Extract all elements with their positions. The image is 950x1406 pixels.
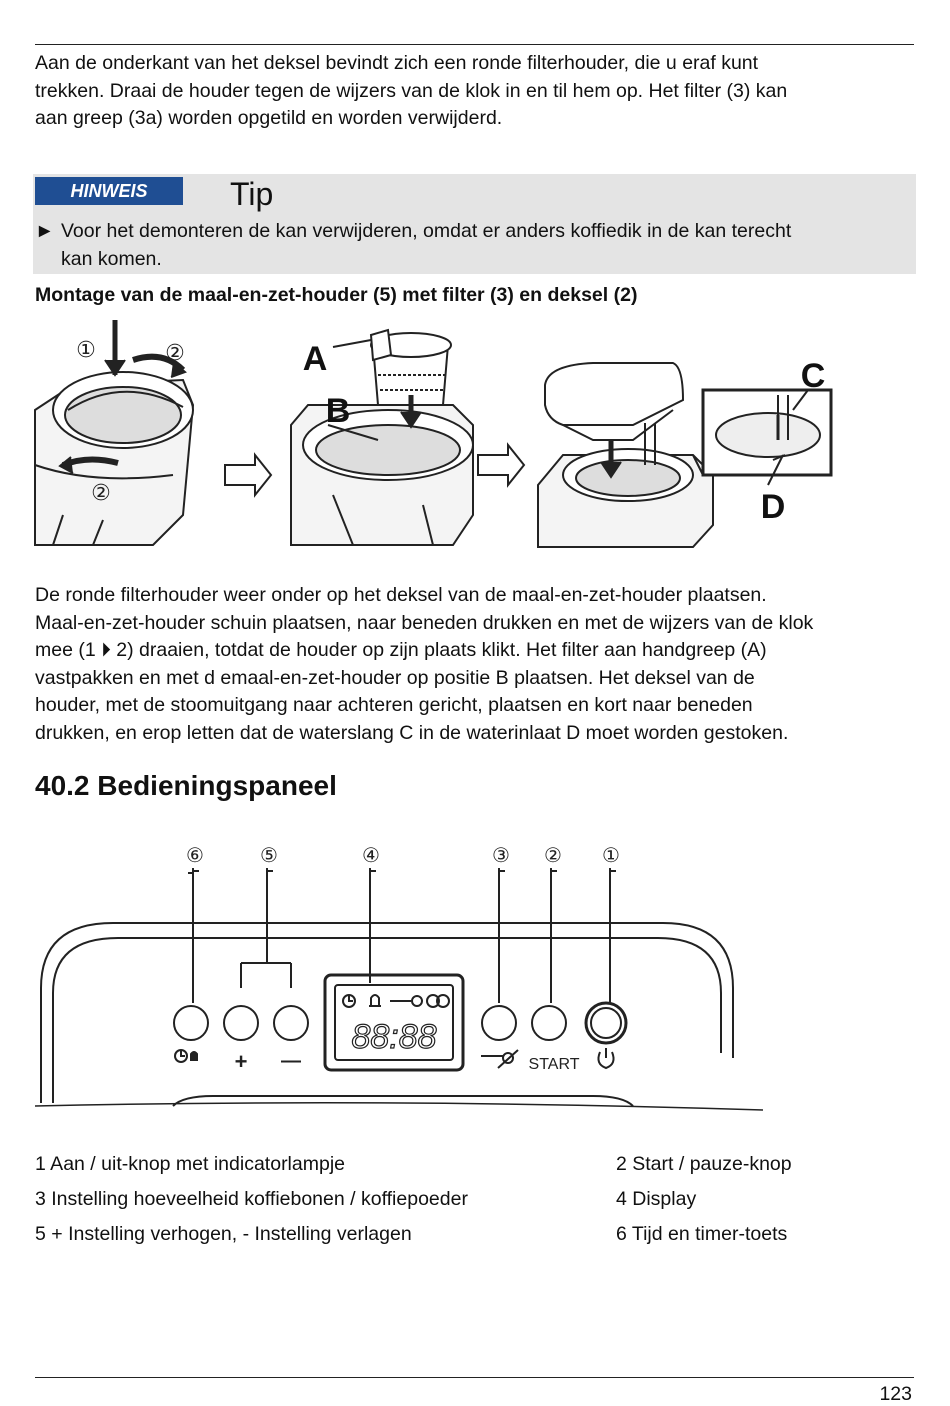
tip-line: Voor het demonteren de kan verwijderen, omdat er anders koffiedik in de kan terecht bbox=[61, 220, 792, 242]
assembly-illustration bbox=[33, 315, 843, 550]
intro-line: aan greep (3a) worden opgetild en worden verwijderd. bbox=[35, 107, 503, 129]
legend-item-1: 1 Aan / uit-knop met indicatorlampje bbox=[35, 1153, 346, 1175]
section-heading: 40.2 Bedieningspaneel bbox=[35, 770, 337, 801]
callout-5: ⑤ bbox=[260, 845, 278, 867]
part-label-b: B bbox=[325, 392, 351, 430]
assembly-paragraph bbox=[35, 582, 915, 747]
callout-1: ① bbox=[602, 845, 620, 867]
assembly-line: mee (1 ⏵ 2) draaien, totdat de houder op zijn plaats klikt. Het filter aan handgreep (A) bbox=[35, 639, 767, 661]
start-label: START bbox=[528, 1056, 580, 1073]
intro-line: Aan de onderkant van het deksel bevindt zich een ronde filterhouder, die u eraf kunt bbox=[35, 52, 759, 74]
assembly-line: De ronde filterhouder weer onder op het deksel van de maal-en-zet-houder plaatsen. bbox=[35, 584, 767, 606]
top-rule bbox=[35, 44, 914, 45]
step-label-2b: ② bbox=[91, 480, 111, 505]
bullet-arrow-icon: ► bbox=[35, 220, 55, 242]
intro-line: trekken. Draai de houder tegen de wijzers van de klok in en til hem op. Het filter (3) kan bbox=[35, 79, 788, 102]
legend-item-3: 3 Instelling hoeveelheid koffiebonen / koffiepoeder bbox=[35, 1188, 468, 1210]
assembly-line: Maal-en-zet-houder schuin plaatsen, naar beneden drukken en met de wijzers van de klok bbox=[35, 611, 814, 634]
step-label-1: ① bbox=[76, 337, 96, 362]
assembly-line: vastpakken en met d emaal-en-zet-houder op positie B plaatsen. Het deksel van de bbox=[35, 666, 755, 689]
tip-title: Tip bbox=[230, 176, 274, 212]
legend-item-6: 6 Tijd en timer-toets bbox=[616, 1223, 788, 1245]
legend-item-2: 2 Start / pauze-knop bbox=[616, 1153, 792, 1175]
callout-3: ③ bbox=[492, 845, 510, 867]
part-label-d: D bbox=[760, 488, 786, 526]
tip-text bbox=[35, 218, 905, 273]
plus-label: + bbox=[234, 1049, 248, 1074]
intro-paragraph bbox=[35, 50, 915, 133]
assembly-line: houder, met de stoomuitgang naar achteren gericht, plaatsen en kort naar beneden bbox=[35, 694, 753, 716]
legend-item-5: 5 + Instelling verhogen, - Instelling verlagen bbox=[35, 1223, 412, 1245]
control-panel-illustration bbox=[33, 838, 773, 1118]
hinweis-badge: HINWEIS bbox=[35, 177, 183, 205]
callout-2: ② bbox=[544, 845, 562, 867]
bottom-rule bbox=[35, 1377, 914, 1378]
callout-4: ④ bbox=[362, 845, 380, 867]
assembly-line: drukken, en erop letten dat de waterslang C in de waterinlaat D moet worden gestoken. bbox=[35, 721, 789, 744]
callout-6: ⑥ bbox=[186, 845, 204, 867]
display-digits: 88:88 bbox=[351, 1018, 437, 1056]
tip-line: kan komen. bbox=[61, 247, 162, 270]
part-label-a: A bbox=[302, 340, 328, 378]
page-number: 123 bbox=[879, 1383, 912, 1405]
part-label-c: C bbox=[800, 357, 826, 395]
assembly-heading: Montage van de maal-en-zet-houder (5) met filter (3) en deksel (2) bbox=[35, 284, 638, 306]
minus-label: — bbox=[281, 1050, 301, 1072]
legend-item-4: 4 Display bbox=[616, 1188, 697, 1210]
step-label-2: ② bbox=[165, 340, 185, 365]
